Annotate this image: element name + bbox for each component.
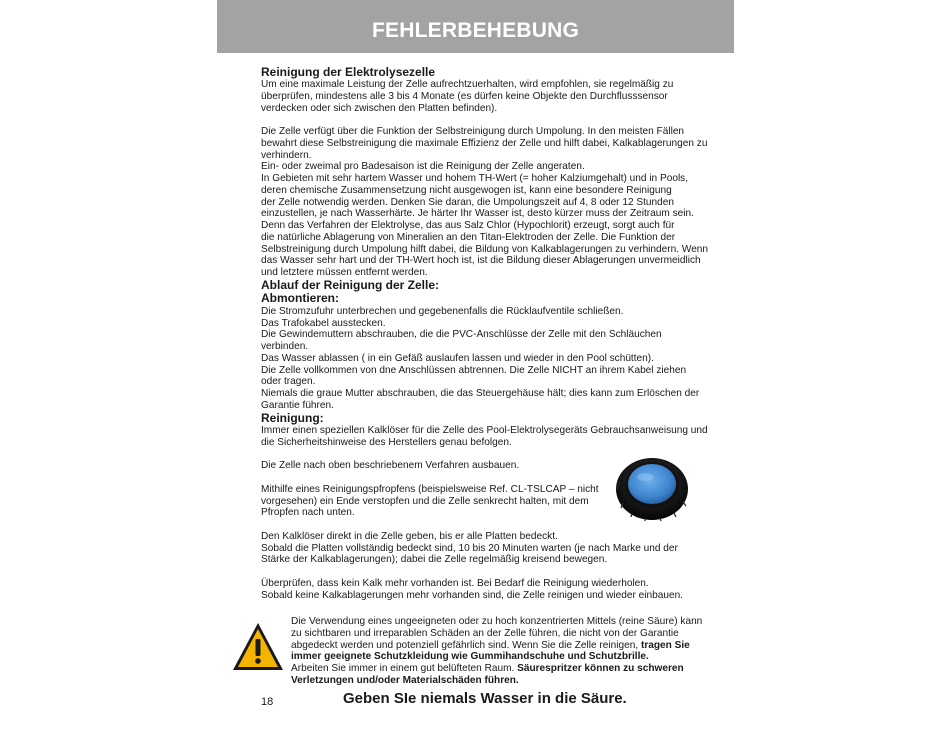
warning-line	[291, 663, 691, 675]
cleaning-paragraph-e	[261, 578, 691, 602]
warning-line: Die Verwendung eines ungeeigneten oder zu hoch konzentrierten Mittels (reine Säure) kann	[291, 616, 703, 627]
text-line: einzustellen, je nach Wasserhärte. Je härter Ihr Wasser ist, desto kürzer muss der Zeitraum sein.	[261, 208, 694, 220]
text-line: überprüfen, mindestens alle 3 bis 4 Monate (es dürfen keine Objekte den Durchflusssensor	[261, 90, 668, 102]
text-line: und letztere müssen entfernt werden.	[261, 267, 428, 278]
text-line: Pfropfen nach unten.	[261, 507, 355, 519]
section-title-cleaning-sub: Reinigung:	[261, 410, 324, 425]
text-line: verbinden.	[261, 341, 309, 352]
warning-text-bold: Verletzungen und/oder Materialschäden führen.	[291, 674, 519, 686]
intro-paragraph	[261, 79, 691, 114]
footer-warning-note: Geben SIe niemals Wasser in die Säure.	[343, 690, 627, 707]
text-line: bewahrt diese Selbstreinigung die maximale Effizienz der Zelle und hilft dabei, Kalkablagerungen zu	[261, 137, 708, 149]
warning-line	[291, 640, 691, 652]
text-line: Sobald keine Kalkablagerungen mehr vorhanden sind, die Zelle reinigen und wieder einbauen.	[261, 589, 683, 601]
warning-text	[291, 616, 703, 687]
text-line: Garantie führen.	[261, 399, 334, 411]
warning-line	[291, 651, 691, 663]
warning-line	[291, 675, 691, 687]
text-line: Das Trafokabel ausstecken.	[261, 317, 386, 329]
selfclean-paragraph	[261, 126, 709, 279]
dismantle-steps	[261, 305, 700, 412]
text-line: Mithilfe eines Reinigungspfropfens (beispielsweise Ref. CL-TSLCAP – nicht	[261, 483, 599, 495]
text-line: Stärke der Kalkablagerungen); dabei die Zelle regelmäßig kreisend bewegen.	[261, 554, 608, 566]
text-line: In Gebieten mit sehr hartem Wasser und hohem TH-Wert (= hoher Kalziumgehalt) und in Pools,	[261, 173, 689, 184]
cleaning-paragraph-b: Die Zelle nach oben beschriebenem Verfahren ausbauen.	[261, 460, 520, 472]
warning-text-bold: Säurespritzer können zu schweren	[517, 663, 684, 674]
page-number: 18	[261, 696, 274, 708]
warning-text-normal: Arbeiten Sie immer in einem gut belüfteten Raum.	[291, 663, 518, 674]
text-line: das Wasser sehr hart und der TH-Wert hoch ist, ist die Bildung dieser Ablagerungen unvermeidlich	[261, 255, 701, 267]
text-line: verhindern.	[261, 149, 312, 161]
text-line: Die Gewindemuttern abschrauben, die die PVC-Anschlüsse der Zelle mit den Schläuchen	[261, 329, 662, 341]
text-line: Die Zelle vollkommen von dne Anschlüssen abtrennen. Die Zelle NICHT an ihrem Kabel ziehen	[261, 364, 687, 376]
text-line: vorgesehen) ein Ende verstopfen und die Zelle senkrecht halten, mit dem	[261, 495, 589, 507]
text-line: Sobald die Platten vollständig bedeckt sind, 10 bis 20 Minuten warten (je nach Marke und der	[261, 542, 678, 554]
text-line: die Sicherheitshinweise des Herstellers genau befolgen.	[261, 436, 512, 448]
section-title-dismantle: Abmontieren:	[261, 291, 339, 306]
cleaning-paragraph-d	[261, 531, 691, 566]
warning-line: zu sichtbaren und irreparablen Schäden an der Zelle führen, die nicht von der Garantie	[291, 627, 679, 639]
text-line: Ein- oder zweimal pro Badesaison ist die Reinigung der Zelle angeraten.	[261, 161, 585, 173]
text-line: der Zelle notwendig werden. Denken Sie daran, die Umpolungszeit auf 4, 8 oder 12 Stunden	[261, 196, 674, 208]
text-line: Denn das Verfahren der Elektrolyse, das aus Salz Chlor (Hypochlorit) erzeugt, sorgt auch für	[261, 220, 675, 231]
cleaning-cap-image	[612, 451, 690, 521]
warning-text-bold: immer geeignete Schutzkleidung wie Gummihandschuhe und Schutzbrille.	[291, 651, 649, 663]
warning-text-normal: abgedeckt werden und potenziell gefährlich sind. Wenn Sie die Zelle reinigen,	[291, 639, 641, 651]
warning-triangle-icon	[231, 621, 285, 673]
text-line: Die Zelle verfügt über die Funktion der Selbstreinigung durch Umpolung. In den meisten Fällen	[261, 126, 685, 137]
text-line: Selbstreinigung durch Umpolung hilft dabei, die Bildung von Kalkablagerungen zu verhindern. Wenn	[261, 243, 709, 255]
text-line: Die Stromzufuhr unterbrechen und gegebenenfalls die Rücklaufventile schließen.	[261, 305, 624, 317]
section-title-cleaning: Reinigung der Elektrolysezelle	[261, 65, 436, 79]
header-bar	[217, 0, 734, 53]
text-line: Den Kalklöser direkt in die Zelle geben, bis er alle Platten bedeckt.	[261, 530, 558, 542]
text-line: verdecken oder sich zwischen den Platten befinden).	[261, 102, 498, 114]
page-title: FEHLERBEHEBUNG	[372, 18, 579, 42]
text-line: Immer einen speziellen Kalklöser für die Zelle des Pool-Elektrolysegeräts Gebrauchsanweisung und	[261, 425, 708, 436]
text-line: die natürliche Ablagerung von Mineralien an den Titan-Elektroden der Zelle. Die Funktion der	[261, 231, 676, 243]
text-line: oder tragen.	[261, 376, 316, 388]
section-title-procedure: Ablauf der Reinigung der Zelle:	[261, 277, 440, 292]
text-line: Überprüfen, dass kein Kalk mehr vorhanden ist. Bei Bedarf die Reinigung wiederholen.	[261, 577, 649, 589]
text-line: deren chemische Zusammensetzung nicht ausgewogen ist, kann eine besondere Reinigung	[261, 184, 672, 196]
text-line: Das Wasser ablassen ( in ein Gefäß auslaufen lassen und wieder in den Pool schütten).	[261, 352, 654, 364]
warning-text-bold: tragen Sie	[640, 639, 690, 651]
text-line: Um eine maximale Leistung der Zelle aufrechtzuerhalten, wird empfohlen, sie regelmäßig zu	[261, 79, 674, 90]
text-line: Niemals die graue Mutter abschrauben, die das Steuergehäuse hält; dies kann zum Erlöschen der	[261, 388, 700, 399]
cleaning-paragraph-a	[261, 425, 708, 449]
